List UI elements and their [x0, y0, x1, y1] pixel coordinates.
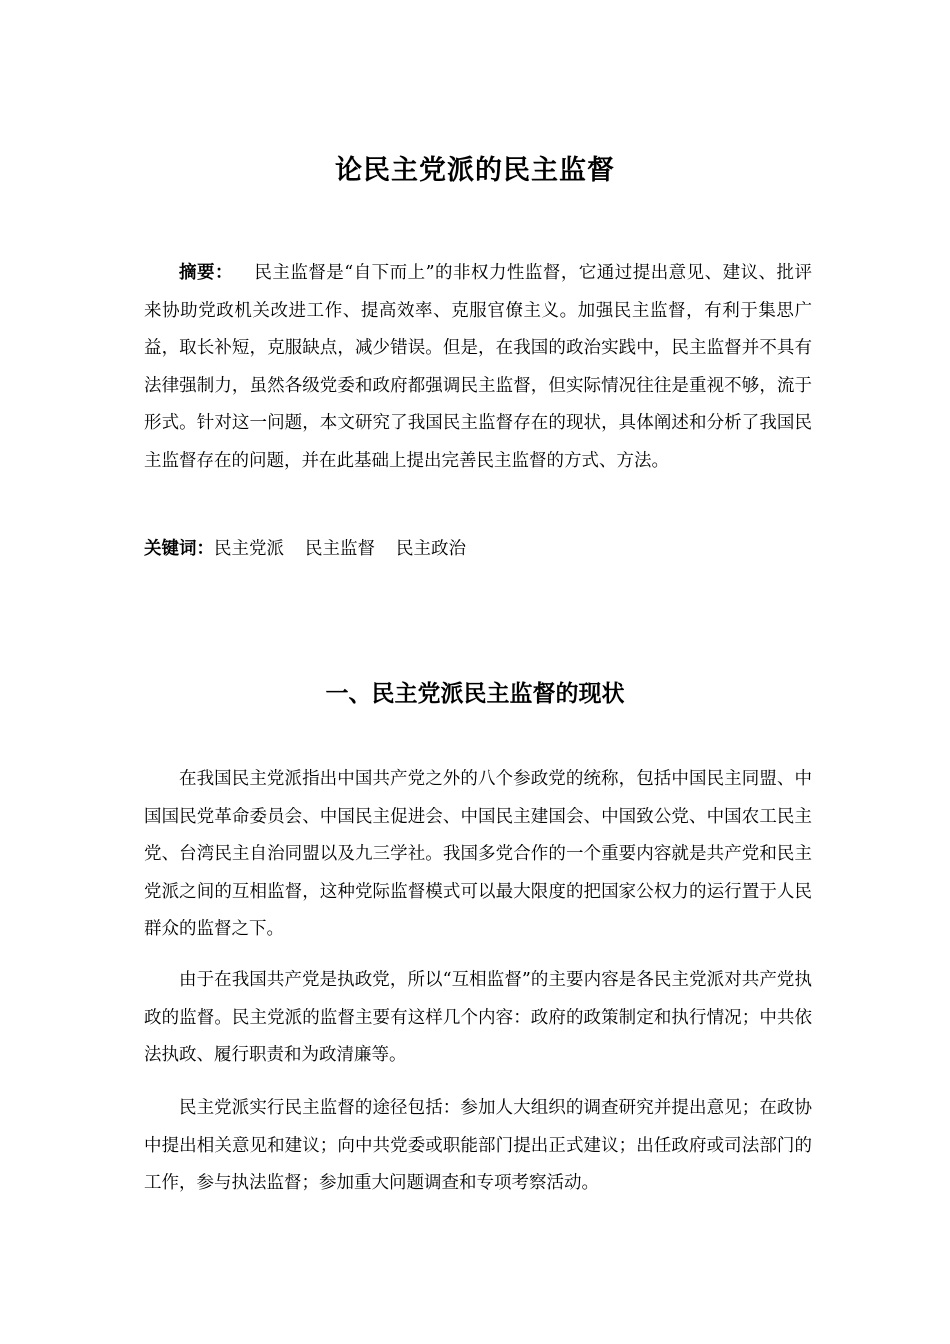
abstract-text: 民主监督是“自下而上”的非权力性监督，它通过提出意见、建议、批评来协助党政机关改进工作、提高效率、克服官僚主义。加强民主监督，有利于集思广益，取长补短，克服缺点，减少错误。但是，在我国的政治实践中，民主监督并不具有法律强制力，虽然各级党委和政府都强调民主监督，但实际情况往往是重视不够，流于形式。针对这一问题，本文研究了我国民主监督存在的现状，具体阐述和分析了我国民主监督存在的问题，并在此基础上提出完善民主监督的方式、方法。 — [144, 263, 812, 471]
body-paragraph: 由于在我国共产党是执政党，所以“互相监督”的主要内容是各民主党派对共产党执政的监督。民主党派的监督主要有这样几个内容：政府的政策制定和执行情况；中共依法执政、履行职责和为政清廉等。 — [144, 970, 812, 1065]
abstract-paragraph — [144, 255, 812, 480]
body-paragraph: 民主党派实行民主监督的途径包括：参加人大组织的调查研究并提出意见；在政协中提出相关意见和建议；向中共党委或职能部门提出正式建议；出任政府或司法部门的工作，参与执法监督；参加重大问题调查和专项考察活动。 — [144, 1098, 812, 1193]
keywords-label: 关键词： — [144, 539, 214, 559]
keyword-item: 民主党派 — [214, 539, 284, 559]
abstract-label: 摘要： — [179, 263, 233, 283]
keywords-line — [144, 531, 812, 569]
keyword-item: 民主政治 — [396, 539, 466, 559]
section-heading: 一、民主党派民主监督的现状 — [325, 680, 625, 708]
document-title: 论民主党派的民主监督 — [335, 155, 615, 187]
body-paragraph: 在我国民主党派指出中国共产党之外的八个参政党的统称，包括中国民主同盟、中国国民党革命委员会、中国民主促进会、中国民主建国会、中国致公党、中国农工民主党、台湾民主自治同盟以及九三学社。我国多党合作的一个重要内容就是共产党和民主党派之间的互相监督，这种党际监督模式可以最大限度的把国家公权力的运行置于人民群众的监督之下。 — [144, 769, 812, 939]
keyword-item: 民主监督 — [305, 539, 375, 559]
